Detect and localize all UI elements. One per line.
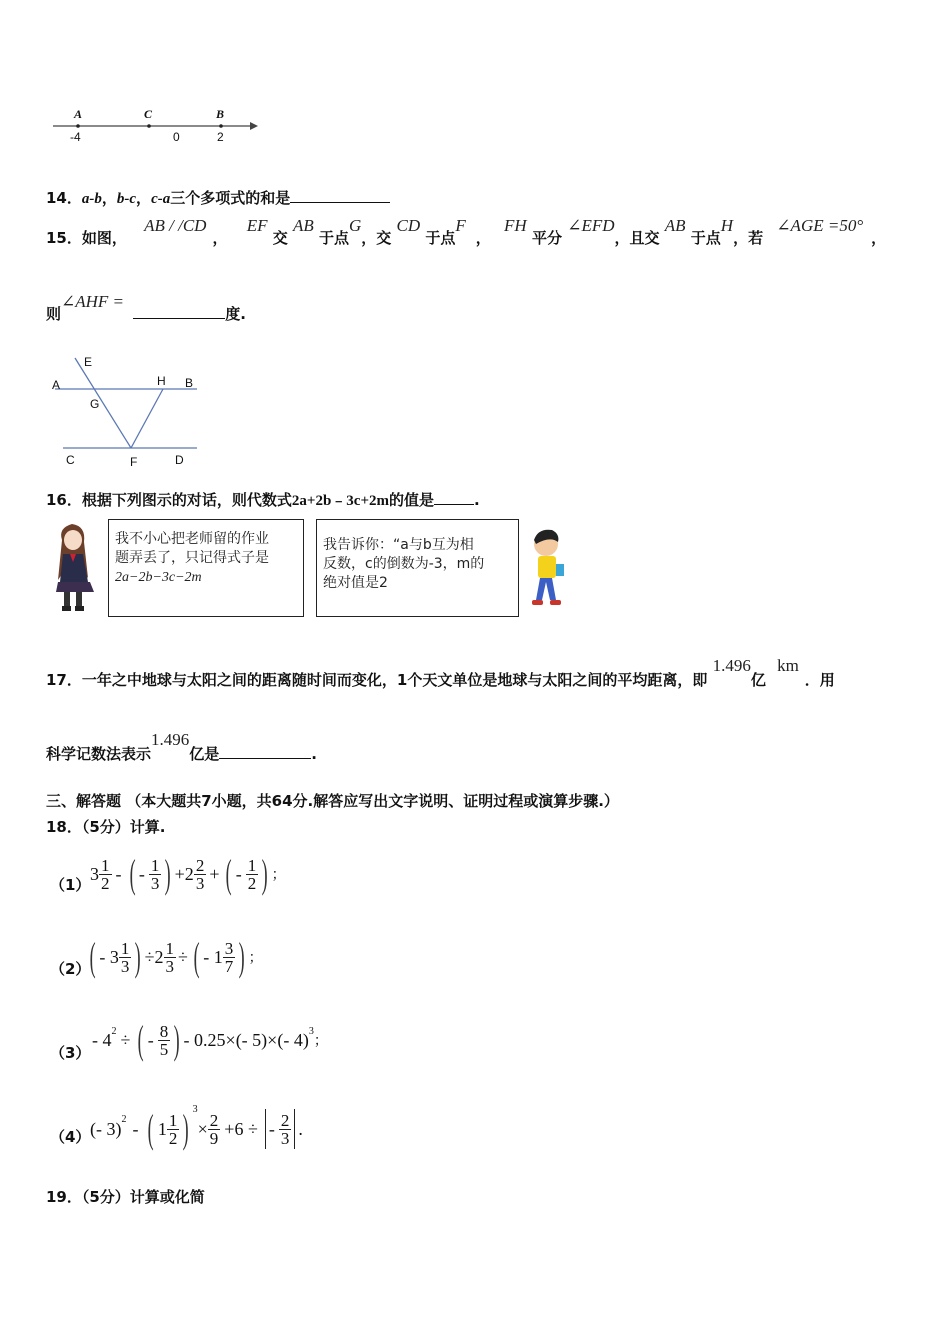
q18-part-4-label: （4） <box>50 1128 91 1146</box>
q17-value-2: 1.496 <box>151 730 190 749</box>
q18-expr-4: (- 3) $^2$ - ( 1 $\frac{1}{2}$ ) $^3$ × $\frac{2}{9}$ +6 ÷ - $\frac{2}{3}$ . <box>90 1104 303 1151</box>
q15-ef: EF <box>246 216 268 235</box>
fig15-label-d: D <box>175 453 184 467</box>
q18-expr-2: ( - 3 $\frac{1}{3}$ ) ÷2 $\frac{1}{3}$ ÷ ( - 1 $\frac{3}{7}$ ) ； <box>89 934 263 979</box>
question-16 <box>46 489 480 510</box>
numberline-tick-neg4: -4 <box>70 130 81 144</box>
q17-line-1: 17．一年之中地球与太阳之间的距离随时间而变化，1个天文单位是地球与太阳之间的平均距离，即 <box>46 671 708 689</box>
bubble1-line-2: 题弄丢了，只记得式子是 <box>115 550 269 566</box>
q18-e3-frac-b: $\frac{8}{5}$ <box>159 1021 169 1059</box>
q18-expr-1: 3 $\frac{1}{2}$ - ( - $\frac{1}{3}$ ) +2 $\frac{2}{3}$ + ( - $\frac{1}{2}$ ) ； <box>90 851 286 896</box>
q15-yudian-1: 于点 <box>318 229 349 247</box>
q15-ab: AB <box>292 216 314 235</box>
q18-e4-frac-b: $\frac{1}{2}$ <box>168 1110 178 1148</box>
q15-ruo: ，若 <box>733 229 764 247</box>
boy-illustration <box>524 528 572 612</box>
q15-ahf: ∠AHF = <box>61 292 125 311</box>
q15-ab-cd: AB / /CD <box>144 216 207 235</box>
numberline-label-c: C <box>144 107 153 121</box>
numberline-tick-0: 0 <box>173 130 180 144</box>
q14-poly-1: a-b <box>81 191 102 207</box>
q16-end: . <box>474 491 480 509</box>
q17-answer-blank[interactable] <box>219 758 311 759</box>
q17-line-2a: 科学记数法表示 <box>46 745 152 763</box>
q17-km: km <box>777 656 799 675</box>
fig15-label-c: C <box>66 453 75 467</box>
q17-line-2b: 亿是 <box>189 745 220 763</box>
q17-yi: 亿 <box>750 671 766 689</box>
girl-illustration <box>48 520 100 615</box>
q15-yudian-2: 于点 <box>425 229 456 247</box>
q18-expr-3: - 4 $^2$ ÷ ( - $\frac{8}{5}$ ) - 0.25×(- 5)×(- 4) $^3$ ； <box>92 1017 328 1062</box>
question-15-line-2 <box>46 294 246 334</box>
q18-e1-frac-b: $\frac{1}{3}$ <box>150 855 160 893</box>
q15-ze: 则 <box>46 305 62 323</box>
q14-sep-1: ， <box>101 189 117 207</box>
question-15: 15．如图， AB / /CD， EF 交 AB 于点G，交 CD 于点F， FH 平分 ∠EFD，且交 AB 于点H，若 ∠AGE =50°， <box>46 216 887 247</box>
q16-answer-blank[interactable] <box>434 504 474 505</box>
q15-cd: CD <box>396 216 421 235</box>
q16-expression: 2a+2b﹣3c+2m <box>291 493 389 509</box>
q15-comma-jiao: ，交 <box>361 229 392 247</box>
question-14 <box>46 187 390 208</box>
q14-answer-blank[interactable] <box>290 202 390 203</box>
q14-sep-2: ， <box>136 189 152 207</box>
section-3-heading: 三、解答题 （本大题共7小题，共64分.解答应写出文字说明、证明过程或演算步骤.） <box>46 792 619 810</box>
q17-yong: ．用 <box>804 671 835 689</box>
numberline-label-b: B <box>216 107 225 121</box>
numberline-label-a: A <box>74 107 83 121</box>
q15-jiao: 交 <box>272 229 288 247</box>
q18-part-3-label: （3） <box>50 1044 91 1062</box>
bubble1-line-3: 2a−2b−3c−2m <box>115 570 202 585</box>
q15-number: 15．如图， <box>46 229 127 247</box>
q15-g: G <box>349 216 362 235</box>
q16-prefix: 16．根据下列图示的对话，则代数式 <box>46 491 292 509</box>
q15-h: H <box>720 216 734 235</box>
question-17-line-2 <box>46 730 317 774</box>
speech-bubble-boy <box>316 519 519 617</box>
q18-part-2-label: （2） <box>50 960 91 978</box>
q14-poly-3: c-a <box>151 191 171 207</box>
speech-bubble-girl <box>108 519 304 617</box>
q18-e1-frac-c: $\frac{2}{3}$ <box>195 855 205 893</box>
q15-yudian-3: 于点 <box>690 229 721 247</box>
q15-pingfen: 平分 <box>531 229 562 247</box>
q15-du: 度. <box>225 305 246 323</box>
q18-e2-frac-c: $\frac{3}{7}$ <box>224 938 234 976</box>
bubble2-line-1: 我告诉你：“a与b互为相 <box>323 537 474 553</box>
bubble1-line-1: 我不小心把老师留的作业 <box>115 531 269 547</box>
q18-e2-frac-a: $\frac{1}{3}$ <box>120 938 130 976</box>
q18-e4-frac-c: $\frac{2}{9}$ <box>209 1110 219 1148</box>
fig15-label-a: A <box>52 378 61 392</box>
q15-fh: FH <box>504 216 527 235</box>
q17-value: 1.496 <box>712 656 751 675</box>
q14-poly-2: b-c <box>116 191 137 207</box>
q15-answer-blank[interactable] <box>133 318 225 319</box>
q15-qiejiao: ，且交 <box>614 229 660 247</box>
q18-e1-frac-a: $\frac{1}{2}$ <box>101 855 110 893</box>
q15-f: F <box>455 216 466 235</box>
fig15-label-e: E <box>84 355 93 369</box>
fig15-label-f: F <box>130 455 138 469</box>
fig15-label-g: G <box>90 397 100 411</box>
q16-suffix: 的值是 <box>388 491 434 509</box>
q18-e1-frac-d: $\frac{1}{2}$ <box>247 855 257 893</box>
q18-part-1-label: （1） <box>50 876 91 894</box>
q15-age: ∠AGE =50° <box>776 216 864 235</box>
q18-e2-frac-b: $\frac{1}{3}$ <box>165 938 175 976</box>
question-19-title: 19．（5分）计算或化简 <box>46 1188 205 1206</box>
fig15-label-h: H <box>157 374 166 388</box>
q15-geometry-figure <box>45 350 210 470</box>
q14-number: 14． <box>46 189 82 207</box>
q14-text: 三个多项式的和是 <box>170 189 291 207</box>
question-18-title: 18．（5分）计算. <box>46 818 166 836</box>
numberline-tick-2: 2 <box>217 130 224 144</box>
bubble2-line-2: 反数，c的倒数为-3，m的 <box>323 556 485 572</box>
q15-efd: ∠EFD <box>567 216 615 235</box>
q15-ab-2: AB <box>664 216 686 235</box>
q17-end: . <box>311 745 317 763</box>
question-17 <box>46 656 835 700</box>
fig15-label-b: B <box>185 376 194 390</box>
q18-e4-frac-d: $\frac{2}{3}$ <box>280 1110 290 1148</box>
bubble2-line-3: 绝对值是2 <box>323 575 388 591</box>
